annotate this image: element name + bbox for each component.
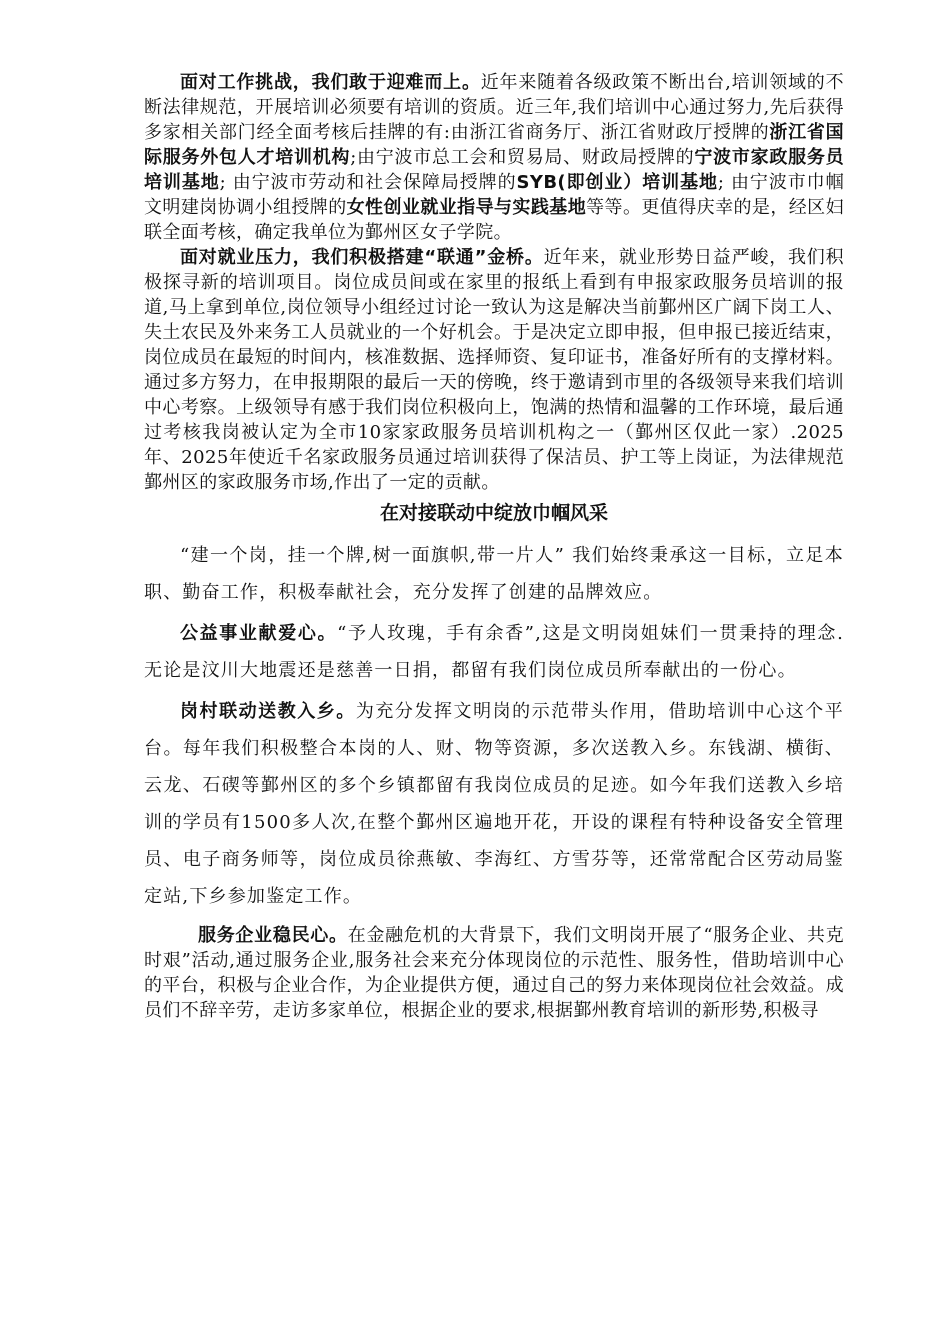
highlight-text: 宁波市家政服务员培训基地 — [144, 147, 844, 193]
paragraph-village-linkage — [144, 693, 844, 915]
paragraph-work-challenge — [144, 70, 844, 245]
lead-sentence: 岗村联动送教入乡。 — [180, 701, 356, 722]
paragraph-serve-enterprise — [144, 923, 844, 1023]
body-text: 等等。更值得庆幸的是，经区妇联全面考核，确定我单位为鄞州区女子学院。 — [144, 197, 844, 243]
lead-sentence: 面对工作挑战，我们敢于迎难而上。 — [180, 72, 481, 93]
lead-sentence: 面对就业压力，我们积极搭建“联通”金桥。 — [180, 247, 544, 268]
body-text: ;由宁波市总工会和贸易局、财政局授牌的 — [350, 147, 695, 168]
document-page — [144, 70, 844, 1023]
section-heading: 在对接联动中绽放巾帼风采 — [379, 502, 608, 524]
body-text: 近年来，就业形势日益严峻，我们积极探寻新的培训项目。岗位成员间或在家里的报纸上看到有申报家政服务员培训的报道,马上拿到单位,岗位领导小组经过讨论一致认为这是解决当前鄞州区广阔下岗工人、失土农民及外来务工人员就业的一个好机会。于是决定立即申报，但申报已接近结束，岗位成员在最短的时间内，核准数据、选择师资、复印证书，准备好所有的支撑材料。通过多方努力，在申报期限的最后一天的傍晚，终于邀请到市里的各级领导来我们培训中心考察。上级领导有感于我们岗位积极向上，饱满的热情和温馨的工作环境，最后通过考核我岗被认定为全市10家家政服务员培训机构之一（鄞州区仅此一家）.2025年、2025年使近千名家政服务员通过培训获得了保洁员、护工等上岗证，为法律规范鄞州区的家政服务市场,作出了一定的贡献。 — [144, 247, 844, 493]
body-text: 为充分发挥文明岗的示范带头作用，借助培训中心这个平台。每年我们积极整合本岗的人、财、物等资源，多次送教入乡。东钱湖、横街、云龙、石碶等鄞州区的多个乡镇都留有我岗位成员的足迹。如今年我们送教入乡培训的学员有1500多人次,在整个鄞州区遍地开花，开设的课程有特种设备安全管理员、电子商务师等，岗位成员徐燕敏、李海红、方雪芬等，还常常配合区劳动局鉴定站,下乡参加鉴定工作。 — [144, 701, 844, 907]
highlight-text: 女性创业就业指导与实践基地 — [346, 197, 587, 218]
body-text: 在金融危机的大背景下，我们文明岗开展了“服务企业、共克时艰”活动,通过服务企业,服务社会来充分体现岗位的示范性、服务性，借助培训中心的平台，积极与企业合作，为企业提供方便，通过自己的努力来体现岗位社会效益。成员们不辞辛劳，走访多家单位，根据企业的要求,根据鄞州教育培训的新形势,积极寻 — [144, 925, 845, 1021]
paragraph-employment-pressure — [144, 245, 844, 495]
paragraph-slogan: “建一个岗，挂一个牌,树一面旗帜,带一片人” 我们始终秉承这一目标，立足本职、勤奋工作，积极奉献社会，充分发挥了创建的品牌效应。 — [144, 545, 844, 603]
highlight-text: 浙江省国际服务外包人才培训机构 — [144, 122, 844, 168]
highlight-text: SYB(即创业）培训基地 — [516, 172, 718, 193]
body-text: 近年来随着各级政策不断出台,培训领域的不断法律规范，开展培训必须要有培训的资质。近三年,我们培训中心通过努力,先后获得多家相关部门经全面考核后挂牌的有:由浙江省商务厅、浙江省财政厅授牌的 — [144, 72, 844, 143]
body-text: ; 由宁波市巾帼文明建岗协调小组授牌的 — [144, 172, 844, 218]
lead-sentence: 服务企业稳民心。 — [198, 925, 348, 946]
lead-sentence: 公益事业献爱心。 — [180, 623, 338, 644]
paragraph-public-welfare — [144, 615, 844, 689]
body-text: ; 由宁波市劳动和社会保障局授牌的 — [219, 172, 517, 193]
body-text: “予人玫瑰，手有余香”,这是文明岗姐妹们一贯秉持的理念.无论是汶川大地震还是慈善一日捐，都留有我们岗位成员所奉献出的一份心。 — [144, 623, 844, 681]
